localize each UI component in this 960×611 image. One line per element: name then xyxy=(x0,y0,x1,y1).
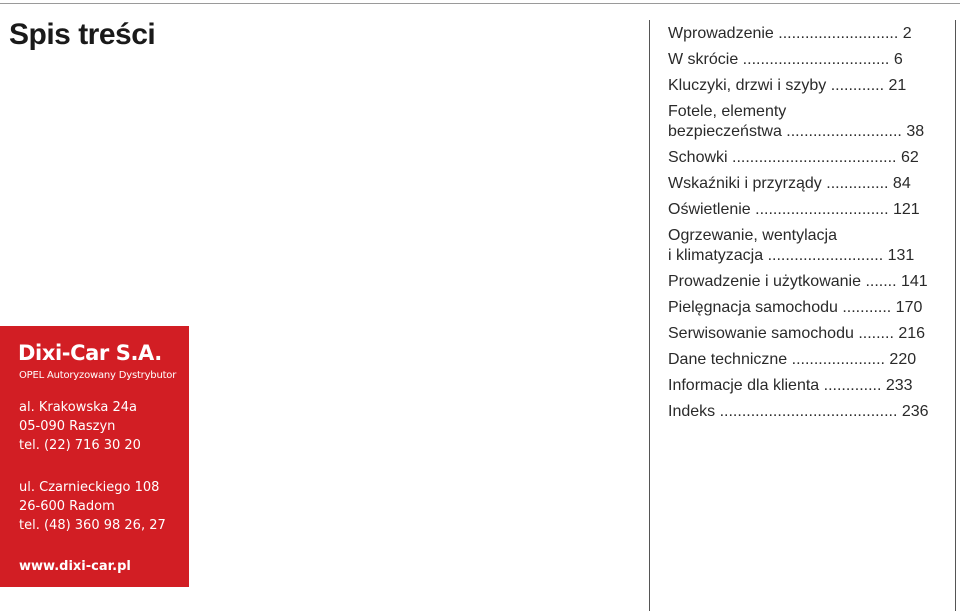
dealer-website-link[interactable]: www.dixi-car.pl xyxy=(19,559,131,574)
toc-entry-fotele[interactable] xyxy=(668,102,960,142)
toc-entry-line: Fotele, elementy xyxy=(668,103,787,120)
toc-entry-schowki[interactable]: Schowki ..................................... 62 xyxy=(668,149,919,166)
address-line: al. Krakowska 24a xyxy=(19,400,138,415)
toc-entry-oswietlenie[interactable]: Oświetlenie .............................. 121 xyxy=(668,201,920,218)
toc-entry-dane-techniczne[interactable]: Dane techniczne ..................... 220 xyxy=(668,351,917,368)
phone-line: tel. (22) 716 30 20 xyxy=(19,438,141,453)
toc-entry-wskazniki[interactable]: Wskaźniki i przyrządy .............. 84 xyxy=(668,175,911,192)
toc-entry-ogrzewanie[interactable] xyxy=(668,226,960,266)
dealer-address-raszyn xyxy=(19,398,141,455)
top-rule xyxy=(0,3,960,4)
address-line: 05-090 Raszyn xyxy=(19,419,116,434)
phone-line: tel. (48) 360 98 26, 27 xyxy=(19,518,166,533)
page-title: Spis treści xyxy=(9,18,156,51)
toc-entry-w-skrocie[interactable]: W skrócie ................................. 6 xyxy=(668,51,903,68)
toc-entry-indeks[interactable]: Indeks ........................................ 236 xyxy=(668,403,929,420)
dealer-stamp xyxy=(0,326,189,587)
toc-entry-line: i klimatyzacja .......................... 131 xyxy=(668,247,915,264)
toc-entry-line: bezpieczeństwa .......................... 38 xyxy=(668,123,925,140)
toc-entry-informacje[interactable]: Informacje dla klienta ............. 233 xyxy=(668,377,913,394)
table-of-contents xyxy=(668,24,960,428)
dealer-subtitle: OPEL Autoryzowany Dystrybutor xyxy=(19,370,177,381)
toc-entry-wprowadzenie[interactable]: Wprowadzenie ........................... 2 xyxy=(668,25,912,42)
toc-entry-serwisowanie[interactable]: Serwisowanie samochodu ........ 216 xyxy=(668,325,926,342)
toc-entry-kluczyki[interactable]: Kluczyki, drzwi i szyby ............ 21 xyxy=(668,77,907,94)
column-divider-left xyxy=(649,20,650,611)
toc-entry-pielegnacja[interactable]: Pielęgnacja samochodu ........... 170 xyxy=(668,299,923,316)
toc-entry-prowadzenie[interactable]: Prowadzenie i użytkowanie ....... 141 xyxy=(668,273,928,290)
dealer-address-radom xyxy=(19,478,166,535)
dealer-name: Dixi-Car S.A. xyxy=(18,341,162,365)
address-line: ul. Czarnieckiego 108 xyxy=(19,480,160,495)
address-line: 26-600 Radom xyxy=(19,499,115,514)
toc-entry-line: Ogrzewanie, wentylacja xyxy=(668,227,837,244)
